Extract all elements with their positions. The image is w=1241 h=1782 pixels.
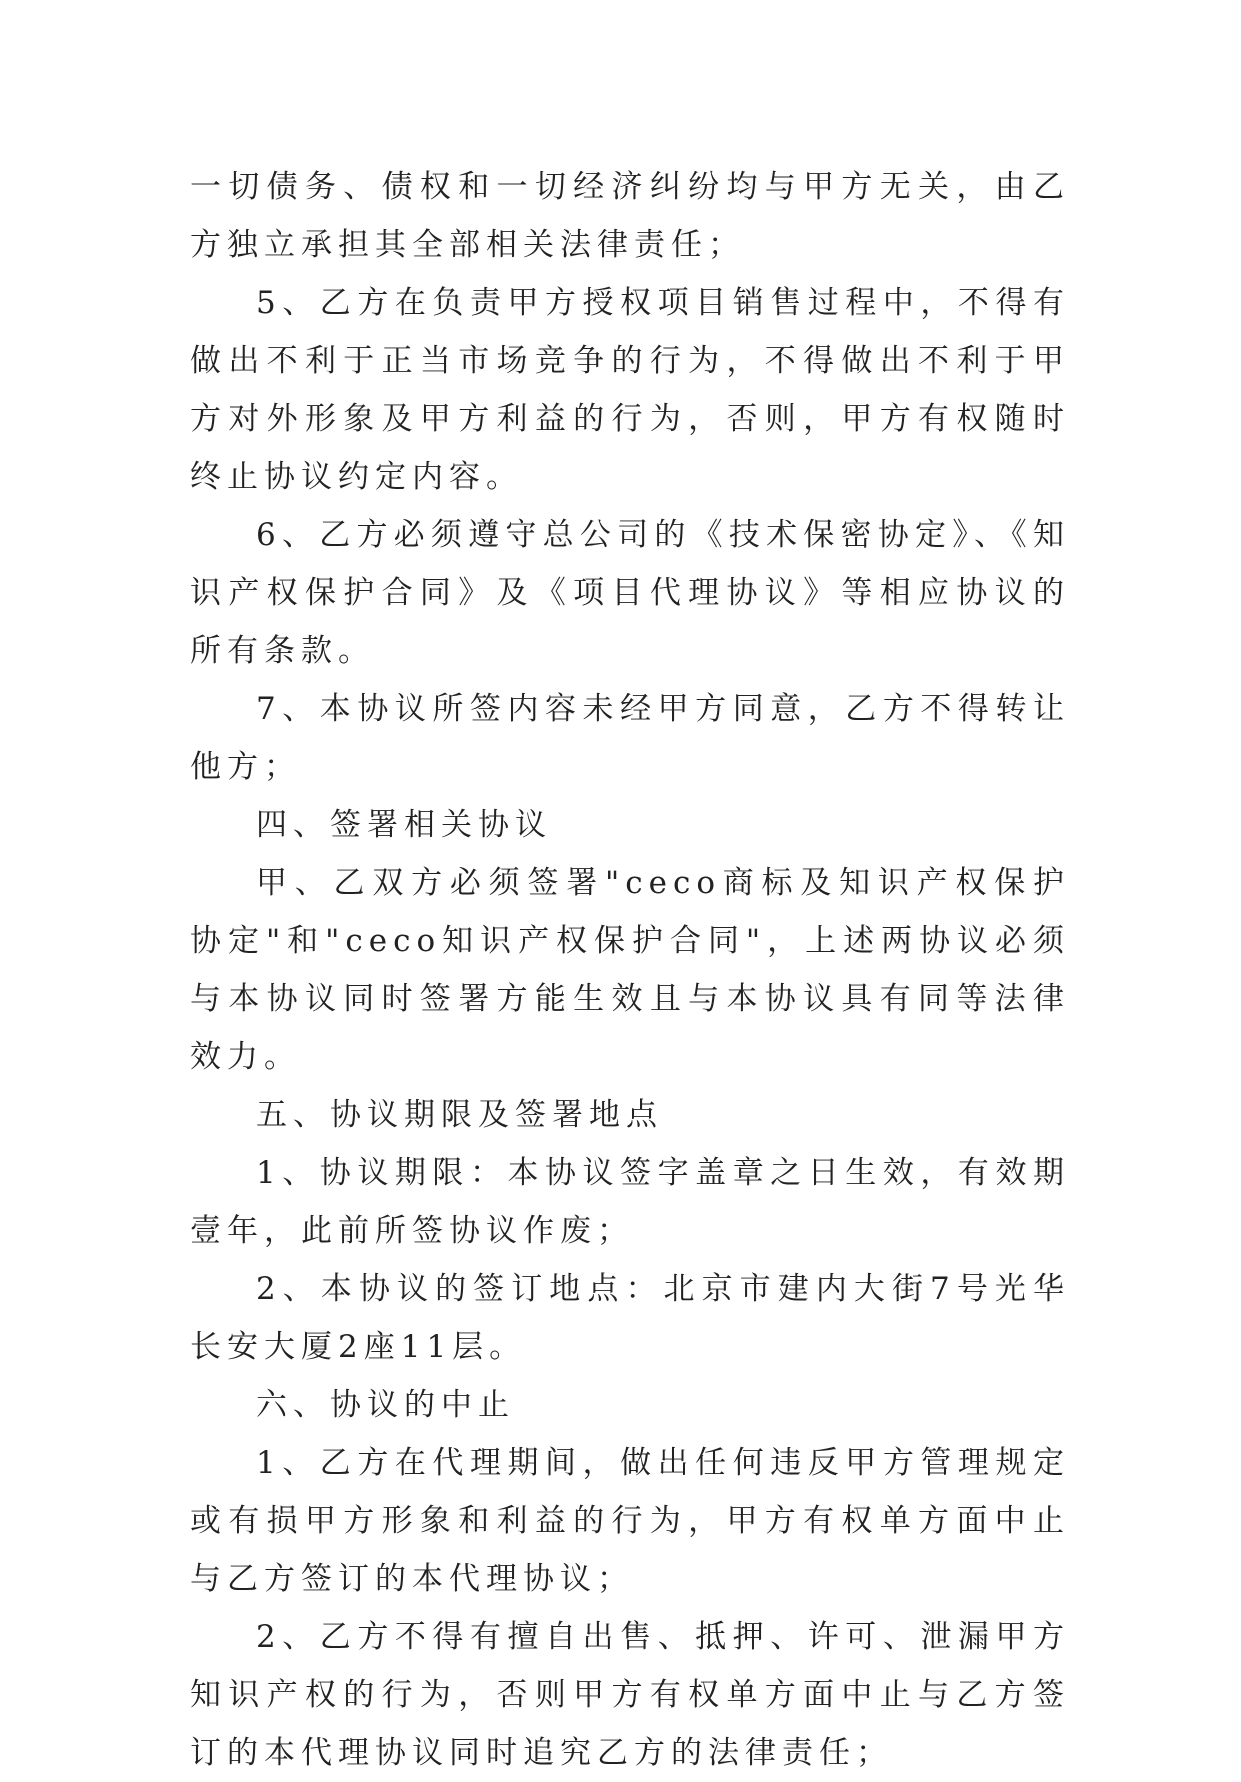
paragraph-sign-agreements: 甲、乙双方必须签署"ceco商标及知识产权保护协定"和"ceco知识产权保护合同"，上述两协议必须与本协议同时签署方能生效且与本协议具有同等法律效力。: [190, 865, 1070, 1075]
section-heading-5: 五、协议期限及签署地点: [256, 1097, 663, 1133]
paragraph-termination-2: 2、乙方不得有擅自出售、抵押、许可、泄漏甲方知识产权的行为，否则甲方有权单方面中止与乙方签订的本代理协议同时追究乙方的法律责任；: [190, 1619, 1070, 1771]
paragraph-termination-1: 1、乙方在代理期间，做出任何违反甲方管理规定或有损甲方形象和利益的行为，甲方有权单方面中止与乙方签订的本代理协议；: [190, 1445, 1070, 1597]
paragraph-clause-6: 6、乙方必须遵守总公司的《技术保密协定》、《知识产权保护合同》及《项目代理协议》等相应协议的所有条款。: [190, 517, 1070, 669]
paragraph-debt-clause: 一切债务、债权和一切经济纠纷均与甲方无关，由乙方独立承担其全部相关法律责任；: [190, 169, 1070, 263]
section-heading-6: 六、协议的中止: [256, 1387, 515, 1423]
paragraph-clause-5: 5、乙方在负责甲方授权项目销售过程中，不得有做出不利于正当市场竞争的行为，不得做出不利于甲方对外形象及甲方利益的行为，否则，甲方有权随时终止协议约定内容。: [190, 285, 1070, 495]
section-heading-4: 四、签署相关协议: [256, 807, 552, 843]
paragraph-term: 1、协议期限：本协议签字盖章之日生效，有效期壹年，此前所签协议作废；: [190, 1155, 1070, 1249]
paragraph-location: 2、本协议的签订地点：北京市建内大街7号光华长安大厦2座11层。: [190, 1271, 1070, 1365]
paragraph-clause-7: 7、本协议所签内容未经甲方同意，乙方不得转让他方；: [190, 691, 1070, 785]
document-body: [190, 158, 1070, 1782]
